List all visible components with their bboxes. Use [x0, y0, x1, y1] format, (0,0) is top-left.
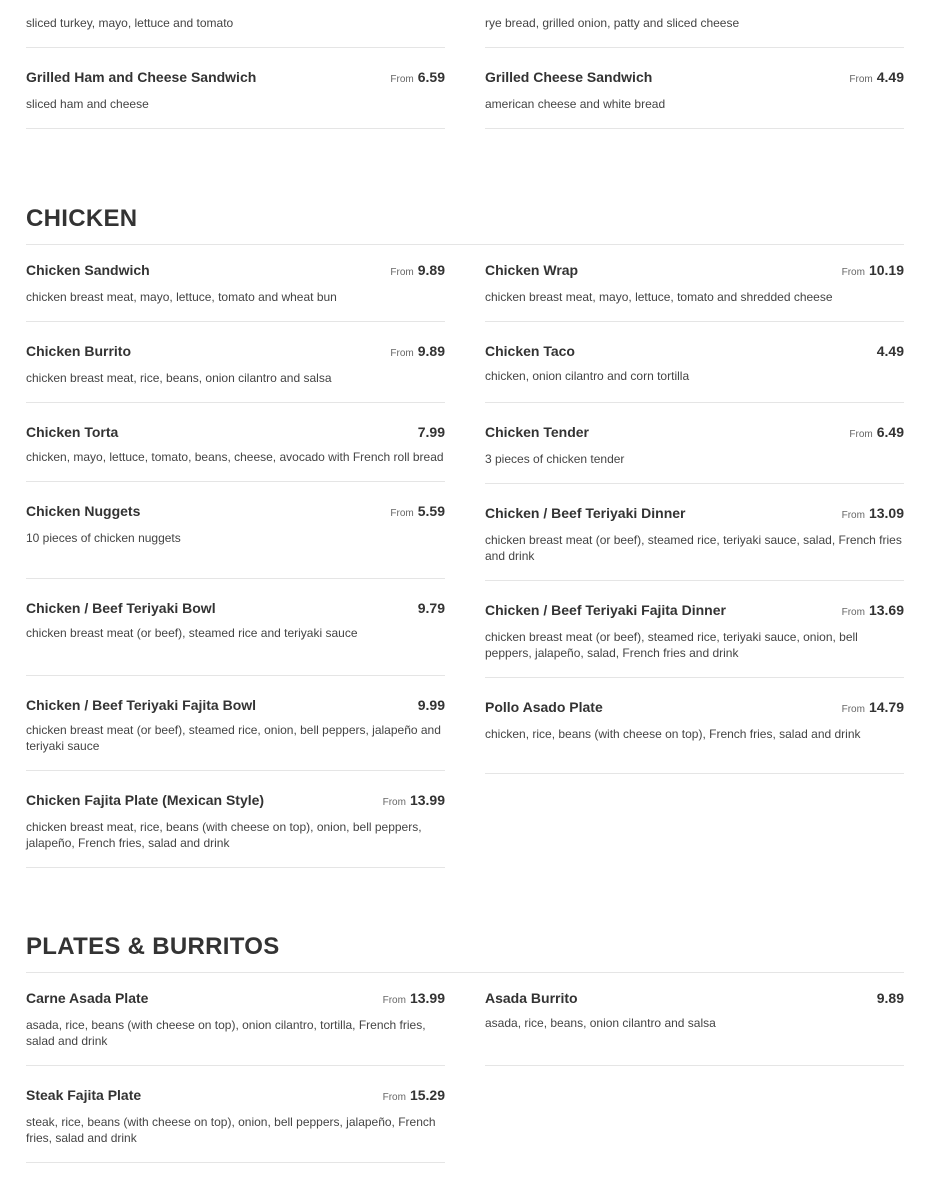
price-from-label: From — [841, 267, 865, 278]
menu-column-right — [485, 990, 904, 1184]
menu-item-name: Chicken / Beef Teriyaki Fajita Dinner — [485, 602, 726, 618]
menu-item-name: Chicken / Beef Teriyaki Bowl — [26, 600, 216, 616]
menu-item-name: Chicken Burrito — [26, 343, 132, 359]
menu-column-right — [485, 262, 904, 889]
menu-item-description: asada, rice, beans, onion cilantro and salsa — [485, 1016, 716, 1030]
price-from-label: From — [390, 267, 414, 278]
menu-item-price: 9.79 — [417, 600, 445, 616]
menu-page — [26, 0, 904, 1184]
price-from-label: From — [849, 74, 873, 85]
menu-item[interactable] — [26, 69, 445, 129]
menu-item[interactable] — [26, 0, 445, 48]
menu-item[interactable] — [485, 602, 904, 678]
menu-item-description: chicken, rice, beans (with cheese on top), French fries, salad and drink — [485, 727, 861, 741]
menu-item-description: chicken breast meat (or beef), steamed rice, teriyaki sauce, onion, bell peppers, jalapeño, salad, French fries and drink — [485, 630, 858, 660]
menu-item-price: 6.49 — [876, 424, 904, 440]
price-from-label: From — [382, 797, 406, 808]
sandwiches-section-tail — [26, 0, 904, 150]
menu-item[interactable] — [485, 0, 904, 48]
menu-item-description: american cheese and white bread — [485, 97, 666, 111]
price-from-label: From — [841, 510, 865, 521]
price-from-label: From — [390, 348, 414, 359]
menu-item-name: Carne Asada Plate — [26, 990, 149, 1006]
price-from-label: From — [382, 995, 406, 1006]
menu-item-price: 13.69 — [868, 602, 904, 618]
menu-item[interactable] — [485, 505, 904, 581]
menu-item-name: Chicken Nuggets — [26, 503, 141, 519]
menu-item-description: chicken breast meat, rice, beans, onion cilantro and salsa — [26, 371, 332, 385]
menu-item-description: 10 pieces of chicken nuggets — [26, 531, 181, 545]
price-from-label: From — [390, 74, 414, 85]
menu-item-price: 4.49 — [876, 343, 904, 359]
menu-item-name: Steak Fajita Plate — [26, 1087, 142, 1103]
price-from-label: From — [841, 704, 865, 715]
menu-item-name: Chicken / Beef Teriyaki Dinner — [485, 505, 686, 521]
menu-item-price: 9.89 — [417, 262, 445, 278]
menu-item[interactable] — [26, 792, 445, 868]
menu-item-price: 10.19 — [868, 262, 904, 278]
menu-item[interactable] — [26, 262, 445, 322]
menu-item-price: 14.79 — [868, 699, 904, 715]
menu-item-name: Pollo Asado Plate — [485, 699, 603, 715]
menu-item-name: Chicken / Beef Teriyaki Fajita Bowl — [26, 697, 257, 713]
menu-item-description: steak, rice, beans (with cheese on top), onion, bell peppers, jalapeño, French fries, salad and drink — [26, 1115, 436, 1145]
menu-item-name: Asada Burrito — [485, 990, 578, 1006]
chicken-section — [26, 205, 904, 889]
menu-item-price: 5.59 — [417, 503, 445, 519]
menu-item-price: 13.99 — [409, 792, 445, 808]
menu-item-price: 4.49 — [876, 69, 904, 85]
section-title-plates-burritos: PLATES & BURRITOS — [26, 933, 904, 973]
menu-item-price: 15.29 — [409, 1087, 445, 1103]
menu-item-description: chicken breast meat (or beef), steamed rice, onion, bell peppers, jalapeño and teriyaki sauce — [26, 723, 441, 753]
menu-item-price: 9.99 — [417, 697, 445, 713]
price-from-label: From — [849, 429, 873, 440]
menu-item-name: Chicken Sandwich — [26, 262, 150, 278]
menu-item-description: chicken, onion cilantro and corn tortilla — [485, 369, 690, 383]
menu-item-name: Chicken Torta — [26, 424, 119, 440]
price-from-label: From — [390, 508, 414, 519]
section-gap — [26, 150, 904, 205]
menu-item-description: 3 pieces of chicken tender — [485, 452, 625, 466]
menu-column-left — [26, 262, 445, 889]
menu-item-description: chicken breast meat (or beef), steamed rice, teriyaki sauce, salad, French fries and drink — [485, 533, 902, 563]
menu-item[interactable] — [26, 600, 445, 676]
menu-item[interactable] — [26, 343, 445, 403]
menu-item-description: sliced turkey, mayo, lettuce and tomato — [26, 16, 234, 30]
menu-item-name: Chicken Wrap — [485, 262, 579, 278]
price-from-label: From — [841, 607, 865, 618]
section-gap — [26, 889, 904, 933]
menu-item-price: 9.89 — [876, 990, 904, 1006]
menu-item-price: 13.99 — [409, 990, 445, 1006]
menu-item-description: chicken breast meat, mayo, lettuce, tomato and wheat bun — [26, 290, 337, 304]
menu-item-description: chicken breast meat, mayo, lettuce, tomato and shredded cheese — [485, 290, 833, 304]
price-from-label: From — [382, 1092, 406, 1103]
menu-item[interactable] — [485, 699, 904, 774]
menu-item-name: Chicken Taco — [485, 343, 575, 359]
menu-item[interactable] — [485, 424, 904, 484]
menu-item[interactable] — [26, 1087, 445, 1163]
menu-column-left — [26, 0, 445, 150]
menu-item[interactable] — [26, 503, 445, 579]
menu-item-description: chicken breast meat, rice, beans (with cheese on top), onion, bell peppers, jalapeño, French fries, salad and drink — [26, 820, 422, 850]
menu-item-description: asada, rice, beans (with cheese on top), onion cilantro, tortilla, French fries, salad and drink — [26, 1018, 426, 1048]
menu-item-name: Chicken Fajita Plate (Mexican Style) — [26, 792, 265, 808]
menu-item[interactable] — [485, 990, 904, 1066]
menu-item[interactable] — [26, 990, 445, 1066]
menu-item[interactable] — [485, 343, 904, 403]
menu-column-left — [26, 990, 445, 1184]
menu-item-name: Grilled Ham and Cheese Sandwich — [26, 69, 257, 85]
menu-column-right — [485, 0, 904, 150]
menu-item-name: Grilled Cheese Sandwich — [485, 69, 653, 85]
menu-item-price: 13.09 — [868, 505, 904, 521]
menu-item-description: chicken, mayo, lettuce, tomato, beans, cheese, avocado with French roll bread — [26, 450, 444, 464]
menu-item[interactable] — [26, 424, 445, 482]
menu-item-name: Chicken Tender — [485, 424, 589, 440]
menu-item[interactable] — [485, 69, 904, 129]
menu-item-description: sliced ham and cheese — [26, 97, 149, 111]
menu-item-price: 7.99 — [417, 424, 445, 440]
section-title-chicken: CHICKEN — [26, 205, 904, 245]
menu-item-description: chicken breast meat (or beef), steamed rice and teriyaki sauce — [26, 626, 358, 640]
menu-item-price: 9.89 — [417, 343, 445, 359]
plates-burritos-section — [26, 933, 904, 1184]
menu-item[interactable] — [485, 262, 904, 322]
menu-item[interactable] — [26, 697, 445, 771]
menu-item-description: rye bread, grilled onion, patty and sliced cheese — [485, 16, 740, 30]
menu-item-price: 6.59 — [417, 69, 445, 85]
